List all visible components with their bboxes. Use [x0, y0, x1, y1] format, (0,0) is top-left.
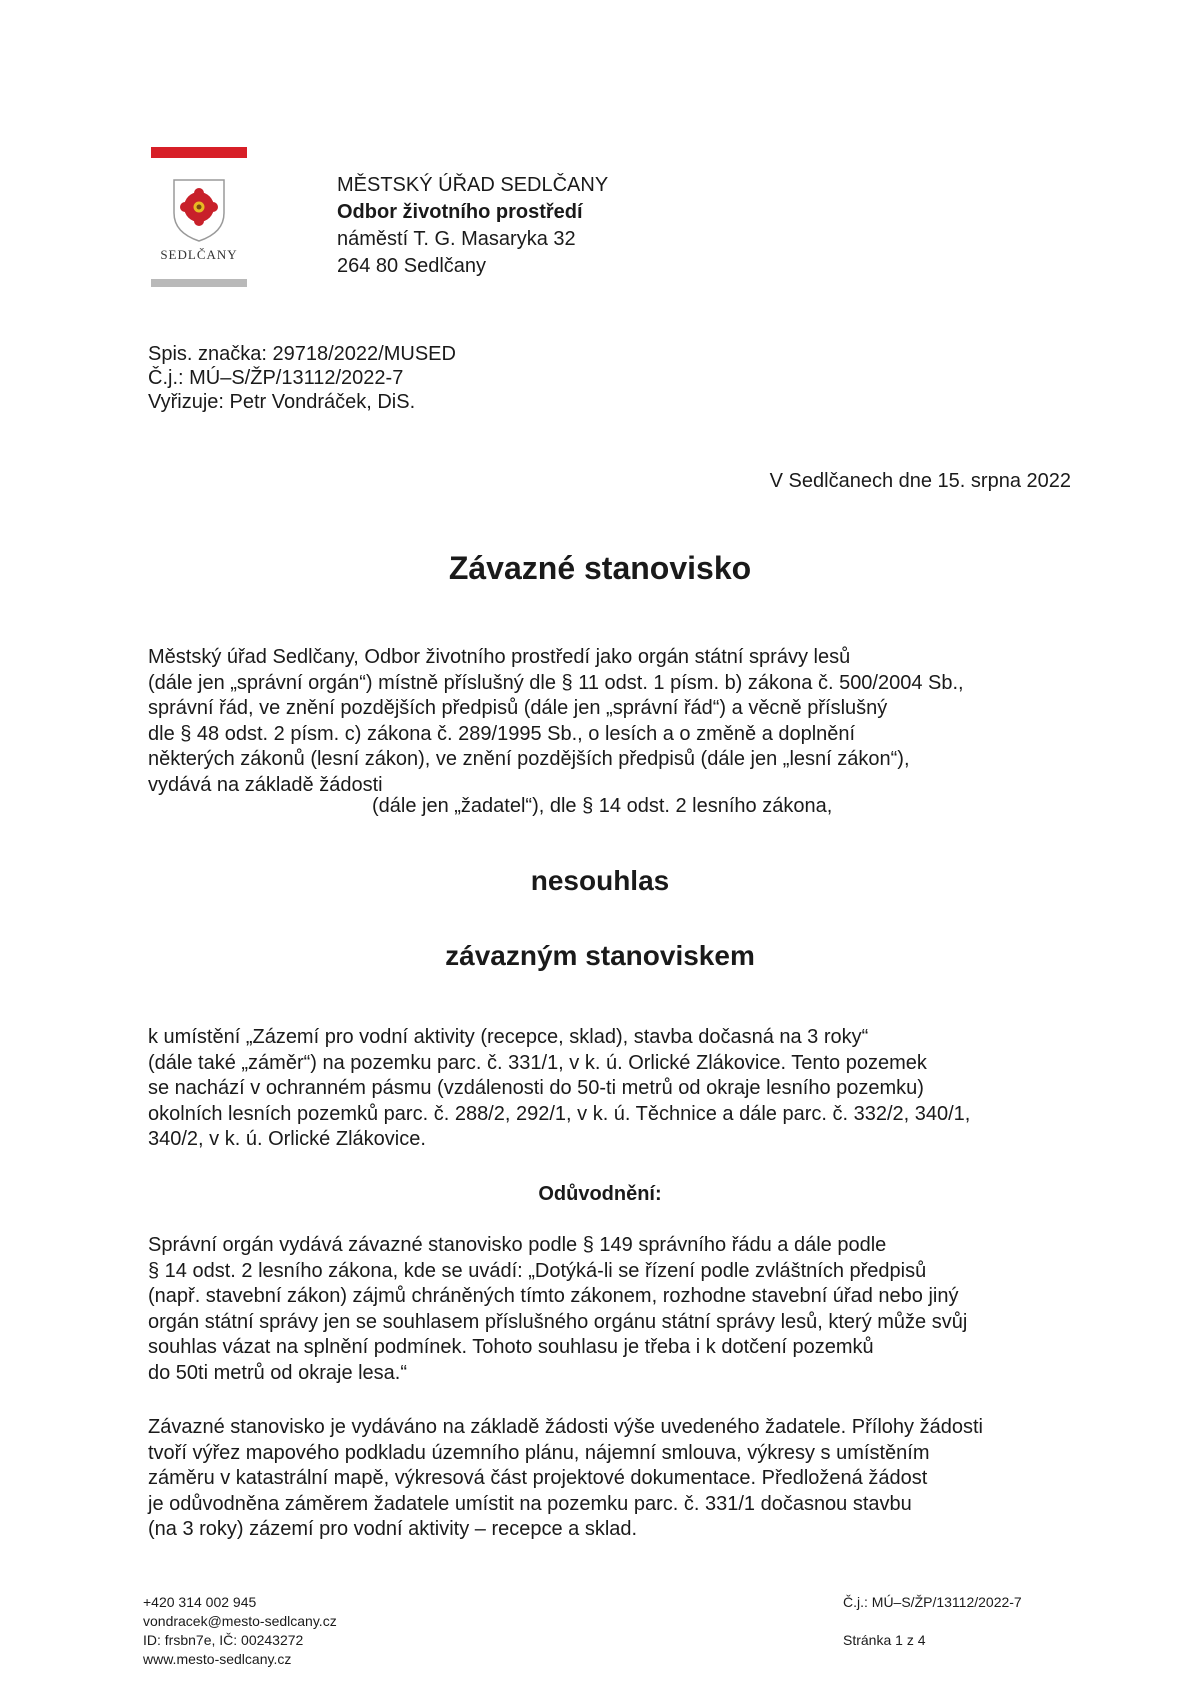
logo-red-bar [151, 147, 247, 158]
paragraph-line: některých zákonů (lesní zákon), ve znění pozdějších předpisů (dále jen „lesní zákon“), [148, 748, 910, 770]
footer-ids: ID: frsbn7e, IČ: 00243272 [143, 1632, 304, 1648]
footer-email: vondracek@mesto-sedlcany.cz [143, 1613, 337, 1629]
paragraph-line: tvoří výřez mapového podkladu územního plánu, nájemní smlouva, výkresy s umístěním [148, 1441, 930, 1464]
footer-phone: +420 314 002 945 [143, 1594, 257, 1610]
reference-number: Č.j.: MÚ–S/ŽP/13112/2022-7 [148, 367, 404, 389]
paragraph-line: správní řád, ve znění pozdějších předpisů (dále jen „správní řád“) a věcně příslušný [148, 697, 888, 719]
reference-block [148, 342, 456, 414]
reasoning-paragraph [148, 1233, 1071, 1386]
intro-continuation: (dále jen „žadatel“), dle § 14 odst. 2 lesního zákona, [372, 795, 833, 817]
intro-paragraph [148, 645, 1071, 798]
paragraph-line: (např. stavební zákon) zájmů chráněných tímto zákonem, rozhodne stavební úřad nebo jiný [148, 1285, 959, 1307]
paragraph-line: do 50ti metrů od okraje lesa.“ [148, 1361, 408, 1384]
paragraph-line: 340/2, v k. ú. Orlické Zlákovice. [148, 1128, 426, 1150]
office-name: MĚSTSKÝ ÚŘAD SEDLČANY [337, 174, 609, 196]
paragraph-line: dle § 48 odst. 2 písm. c) zákona č. 289/1995 Sb., o lesích a o změně a doplnění [148, 722, 856, 745]
application-paragraph [148, 1415, 1071, 1543]
file-mark: Spis. značka: 29718/2022/MUSED [148, 343, 456, 365]
paragraph-line: souhlas vázat na splnění podmínek. Tohoto souhlasu je třeba i k dotčení pozemků [148, 1336, 874, 1358]
paragraph-line: se nachází v ochranném pásmu (vzdálenosti do 50-ti metrů od okraje lesního pozemku) [148, 1077, 924, 1099]
office-street: náměstí T. G. Masaryka 32 [337, 228, 576, 250]
page-number: Stránka 1 z 4 [843, 1632, 926, 1648]
paragraph-line: (dále jen „správní orgán“) místně příslušný dle § 11 odst. 1 písm. b) zákona č. 500/2004 Sb., [148, 671, 964, 694]
footer-contacts [143, 1593, 337, 1669]
paragraph-line: záměru v katastrální mapě, výkresová část projektové dokumentace. Předložená žádost [148, 1467, 928, 1489]
office-address [337, 172, 608, 280]
paragraph-line: je odůvodněna záměrem žadatele umístit na pozemku parc. č. 331/1 dočasnou stavbu [148, 1492, 912, 1515]
paragraph-line: § 14 odst. 2 lesního zákona, kde se uvádí: „Dotýká-li se řízení podle zvláštních předpisů [148, 1259, 927, 1282]
logo-town-name: SEDLČANY [160, 247, 238, 262]
paragraph-line: okolních lesních pozemků parc. č. 288/2, 292/1, v k. ú. Těchnice a dále parc. č. 332/2, 340/1, [148, 1102, 971, 1125]
logo-grey-bar [151, 279, 247, 287]
department-name: Odbor životního prostředí [337, 201, 583, 223]
paragraph-line: orgán státní správy jen se souhlasem příslušného orgánu státní správy lesů, který může svůj [148, 1310, 968, 1333]
paragraph-line: vydává na základě žádosti [148, 773, 383, 796]
footer-reference [843, 1593, 1022, 1650]
footer-ref-number: Č.j.: MÚ–S/ŽP/13112/2022-7 [843, 1594, 1022, 1610]
footer-web: www.mesto-sedlcany.cz [143, 1651, 292, 1667]
paragraph-line: (dále také „záměr“) na pozemku parc. č. 331/1, v k. ú. Orlické Zlákovice. Tento pozemek [148, 1051, 927, 1074]
handled-by: Vyřizuje: Petr Vondráček, DiS. [148, 391, 416, 413]
reasoning-heading: Odůvodnění: [538, 1183, 662, 1205]
paragraph-line: Městský úřad Sedlčany, Odbor životního prostředí jako orgán státní správy lesů [148, 646, 851, 668]
coat-of-arms-icon [171, 177, 227, 243]
decision-subtitle: závazným stanoviskem [445, 940, 755, 971]
paragraph-line: k umístění „Zázemí pro vodní aktivity (recepce, sklad), stavba dočasná na 3 roky“ [148, 1026, 869, 1048]
paragraph-line: (na 3 roky) zázemí pro vodní aktivity – recepce a sklad. [148, 1518, 638, 1540]
paragraph-line: Správní orgán vydává závazné stanovisko podle § 149 správního řádu a dále podle [148, 1234, 887, 1256]
office-city: 264 80 Sedlčany [337, 255, 487, 277]
town-logo [151, 147, 247, 287]
subject-paragraph [148, 1025, 1071, 1153]
document-title: Závazné stanovisko [448, 550, 752, 586]
decision-word: nesouhlas [530, 865, 670, 896]
paragraph-line: Závazné stanovisko je vydáváno na základě žádosti výše uvedeného žadatele. Přílohy žádosti [148, 1416, 983, 1438]
document-date: V Sedlčanech dne 15. srpna 2022 [769, 470, 1071, 492]
